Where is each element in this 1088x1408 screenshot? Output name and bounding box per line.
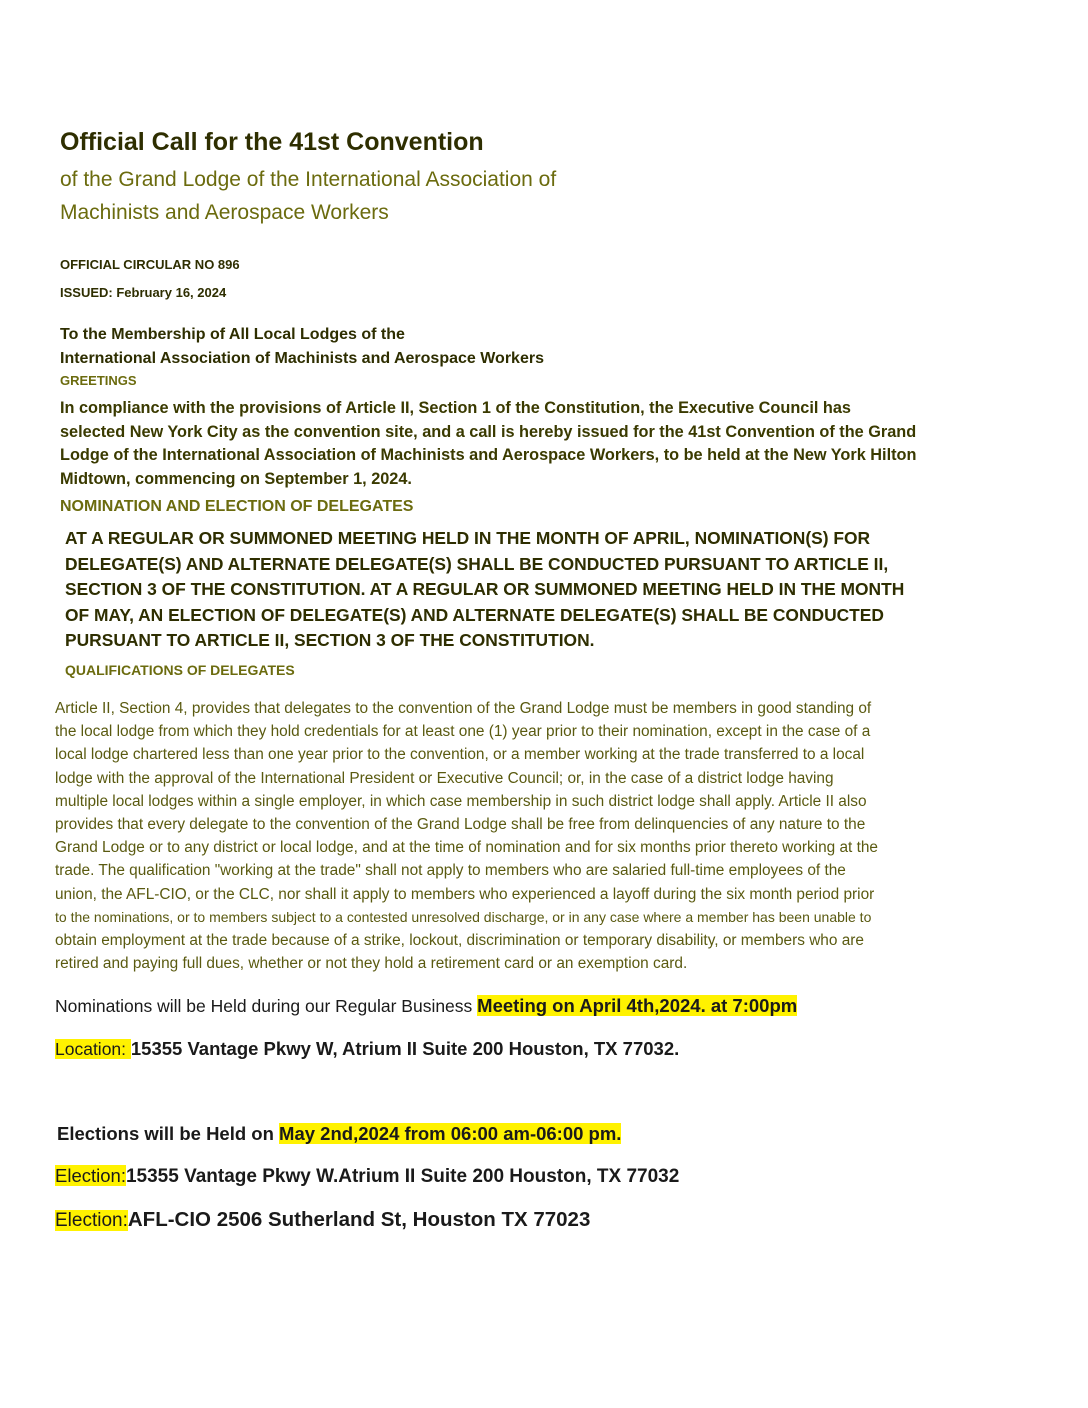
nomination-paragraph	[65, 526, 1025, 654]
nomination-line: AT A REGULAR OR SUMMONED MEETING HELD IN THE MONTH OF APRIL, NOMINATION(S) FOR	[65, 528, 871, 548]
qualifications-line: provides that every delegate to the convention of the Grand Lodge shall be free from delinquencies of any nature to the	[55, 816, 866, 834]
location-value: 15355 Vantage Pkwy W, Atrium II Suite 200 Houston, TX 77032.	[130, 1038, 680, 1059]
qualifications-paragraph	[55, 697, 1015, 975]
qualifications-line: to the nominations, or to members subject to a contested unresolved discharge, or in any case where a member has been unable to	[55, 908, 872, 925]
nominations-prefix: Nominations will be Held during our Regular Business	[55, 996, 478, 1016]
qualifications-line: union, the AFL-CIO, or the CLC, nor shall it apply to members who experienced a layoff during the six month period prior	[55, 885, 875, 903]
intro-paragraph	[60, 397, 1010, 491]
qualifications-line: retired and paying full dues, whether or not they hold a retirement card or an exemption card.	[55, 955, 688, 973]
nomination-line: PURSUANT TO ARTICLE II, SECTION 3 OF THE CONSTITUTION.	[65, 630, 595, 650]
document-subtitle-line2: Machinists and Aerospace Workers	[60, 201, 389, 224]
election-location-2	[55, 1208, 590, 1232]
greetings-label: GREETINGS	[60, 373, 137, 388]
intro-line: selected New York City as the convention site, and a call is hereby issued for the 41st Convention of the Grand	[60, 422, 917, 441]
elections-date-highlight: May 2nd,2024 from 06:00 am-06:00 pm.	[279, 1123, 622, 1144]
nominations-notice	[55, 995, 797, 1017]
elections-notice	[57, 1123, 621, 1145]
election-label: Election:	[55, 1165, 126, 1186]
qualifications-line: local lodge chartered less than one year prior to the convention, or a member working at the trade transferred to a local	[55, 746, 865, 764]
nomination-line: SECTION 3 OF THE CONSTITUTION. AT A REGULAR OR SUMMONED MEETING HELD IN THE MONTH	[65, 579, 905, 599]
intro-line: In compliance with the provisions of Article II, Section 1 of the Constitution, the Executive Council has	[60, 399, 851, 417]
election-value: 15355 Vantage Pkwy W.Atrium II Suite 200 Houston, TX 77032	[125, 1166, 680, 1187]
document-subtitle-line1: of the Grand Lodge of the International Association of	[60, 168, 557, 191]
nomination-line: DELEGATE(S) AND ALTERNATE DELEGATE(S) SHALL BE CONDUCTED PURSUANT TO ARTICLE II,	[65, 553, 889, 574]
intro-line: Midtown, commencing on September 1, 2024.	[60, 469, 412, 488]
qualifications-line: multiple local lodges within a single employer, in which case membership in such district lodge shall apply. Article II also	[55, 792, 867, 810]
qualifications-line: trade. The qualification "working at the trade" shall not apply to members who are salaried full-time employees of the	[55, 862, 846, 880]
qualifications-line: obtain employment at the trade because of a strike, lockout, discrimination or temporary disability, or members who are	[55, 932, 864, 950]
qualifications-line: Grand Lodge or to any district or local lodge, and at the time of nomination and for six months prior thereto working at the	[55, 839, 878, 857]
election-label: Election:	[55, 1210, 128, 1231]
address-line2: International Association of Machinists and Aerospace Workers	[60, 350, 544, 367]
nomination-heading: NOMINATION AND ELECTION OF DELEGATES	[60, 498, 414, 515]
nomination-line: OF MAY, AN ELECTION OF DELEGATE(S) AND ALTERNATE DELEGATE(S) SHALL BE CONDUCTED	[65, 604, 884, 625]
location-label: Location:	[55, 1039, 131, 1059]
qualifications-line: lodge with the approval of the International President or Executive Council; or, in the case of a district lodge having	[55, 769, 834, 787]
document-title: Official Call for the 41st Convention	[60, 128, 484, 156]
address-line1: To the Membership of All Local Lodges of the	[60, 326, 405, 343]
qualifications-heading: QUALIFICATIONS OF DELEGATES	[65, 662, 295, 678]
election-value: AFL-CIO 2506 Sutherland St, Houston TX 77023	[127, 1208, 591, 1231]
issued-date: ISSUED: February 16, 2024	[60, 285, 227, 300]
circular-number: OFFICIAL CIRCULAR NO 896	[60, 257, 240, 272]
location-notice	[55, 1038, 679, 1060]
elections-prefix: Elections will be Held on	[57, 1123, 280, 1144]
nominations-meeting-highlight: Meeting on April 4th,2024. at 7:00pm	[477, 995, 798, 1016]
qualifications-line: Article II, Section 4, provides that delegates to the convention of the Grand Lodge must be members in good standing of	[55, 700, 872, 717]
qualifications-line: the local lodge from which they hold credentials for at least one (1) year prior to their nomination, except in the case of a	[55, 723, 871, 741]
intro-line: Lodge of the International Association of Machinists and Aerospace Workers, to be held at the New York Hilton	[60, 446, 917, 464]
election-location-1	[55, 1165, 679, 1188]
